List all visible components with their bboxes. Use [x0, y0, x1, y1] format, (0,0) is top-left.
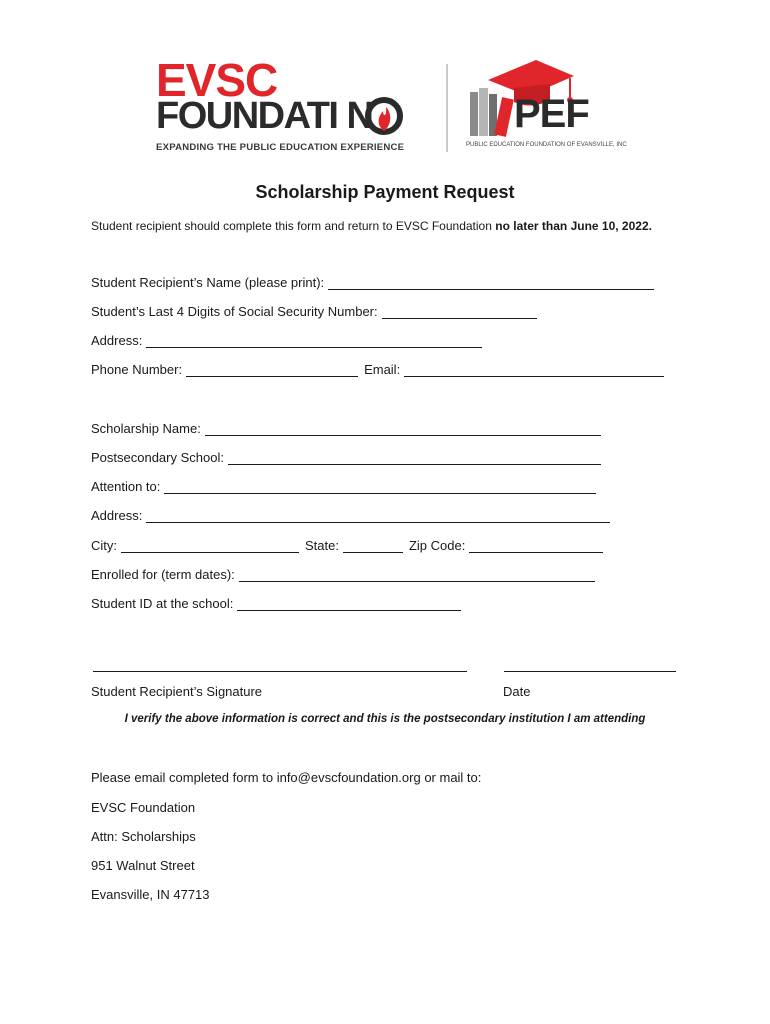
attention-field[interactable] [164, 479, 596, 494]
scholarship-name-label: Scholarship Name: [91, 421, 201, 436]
evsc-logo-word: EVSC [156, 54, 278, 106]
pef-logo [466, 58, 627, 154]
school-address-row [91, 508, 610, 523]
date-field[interactable] [504, 671, 676, 672]
enrolled-label: Enrolled for (term dates): [91, 567, 235, 582]
phone-label: Phone Number: [91, 362, 183, 377]
email-label: Email: [364, 362, 401, 377]
ssn-field[interactable] [382, 304, 537, 319]
student-id-field[interactable] [237, 596, 461, 611]
school-address-field[interactable] [146, 508, 610, 523]
verification-statement: I verify the above information is correct and this is the postsecondary institution I am attending [124, 713, 646, 725]
flame-icon [364, 95, 404, 137]
mailing-street: 951 Walnut Street [91, 858, 195, 873]
logo-divider [446, 64, 448, 152]
mailing-org: EVSC Foundation [91, 800, 196, 815]
mailing-instruction: Please email completed form to info@evscfoundation.org or mail to: [91, 770, 482, 785]
city-state-zip-row [91, 538, 603, 553]
student-address-field[interactable] [146, 333, 482, 348]
student-id-label: Student ID at the school: [91, 596, 234, 611]
intro-deadline: no later than June 10, 2022. [495, 219, 652, 233]
enrolled-row [91, 567, 595, 582]
logo-tagline: EXPANDING THE PUBLIC EDUCATION EXPERIENCE [156, 142, 405, 153]
pef-logo-word: PEF [514, 92, 589, 136]
foundation-logo-word: FOUNDATI N [156, 95, 373, 137]
postsecondary-school-row [91, 450, 601, 465]
student-address-label: Address: [91, 333, 143, 348]
enrolled-field[interactable] [239, 567, 595, 582]
attention-label: Attention to: [91, 479, 161, 494]
mailing-city-state-zip: Evansville, IN 47713 [91, 887, 210, 902]
student-name-row [91, 275, 654, 290]
intro-text [91, 219, 652, 233]
email-field[interactable] [404, 362, 664, 377]
signature-label: Student Recipient’s Signature [91, 684, 263, 699]
state-field[interactable] [343, 538, 403, 553]
postsecondary-school-label: Postsecondary School: [91, 450, 224, 465]
zip-label: Zip Code: [408, 538, 466, 553]
scholarship-name-row [91, 421, 601, 436]
attention-row [91, 479, 596, 494]
signature-field[interactable] [93, 671, 467, 672]
intro-plain: Student recipient should complete this form and return to EVSC Foundation [91, 219, 496, 233]
school-address-label: Address: [91, 508, 143, 523]
student-id-row [91, 596, 461, 611]
ssn-row [91, 304, 537, 319]
ssn-label: Student’s Last 4 Digits of Social Security Number: [91, 304, 378, 319]
city-field[interactable] [121, 538, 299, 553]
pef-logo-tagline: PUBLIC EDUCATION FOUNDATION OF EVANSVILLE, INC [466, 142, 627, 148]
date-label: Date [503, 684, 531, 699]
city-label: City: [91, 538, 117, 553]
scholarship-name-field[interactable] [205, 421, 601, 436]
student-address-row [91, 333, 482, 348]
postsecondary-school-field[interactable] [228, 450, 601, 465]
student-name-field[interactable] [328, 275, 654, 290]
zip-field[interactable] [469, 538, 603, 553]
student-name-label: Student Recipient’s Name (please print): [91, 275, 325, 290]
mailing-attn: Attn: Scholarships [91, 829, 196, 844]
state-label: State: [305, 538, 339, 553]
phone-field[interactable] [186, 362, 358, 377]
phone-email-row [91, 362, 664, 377]
form-title: Scholarship Payment Request [255, 182, 515, 202]
